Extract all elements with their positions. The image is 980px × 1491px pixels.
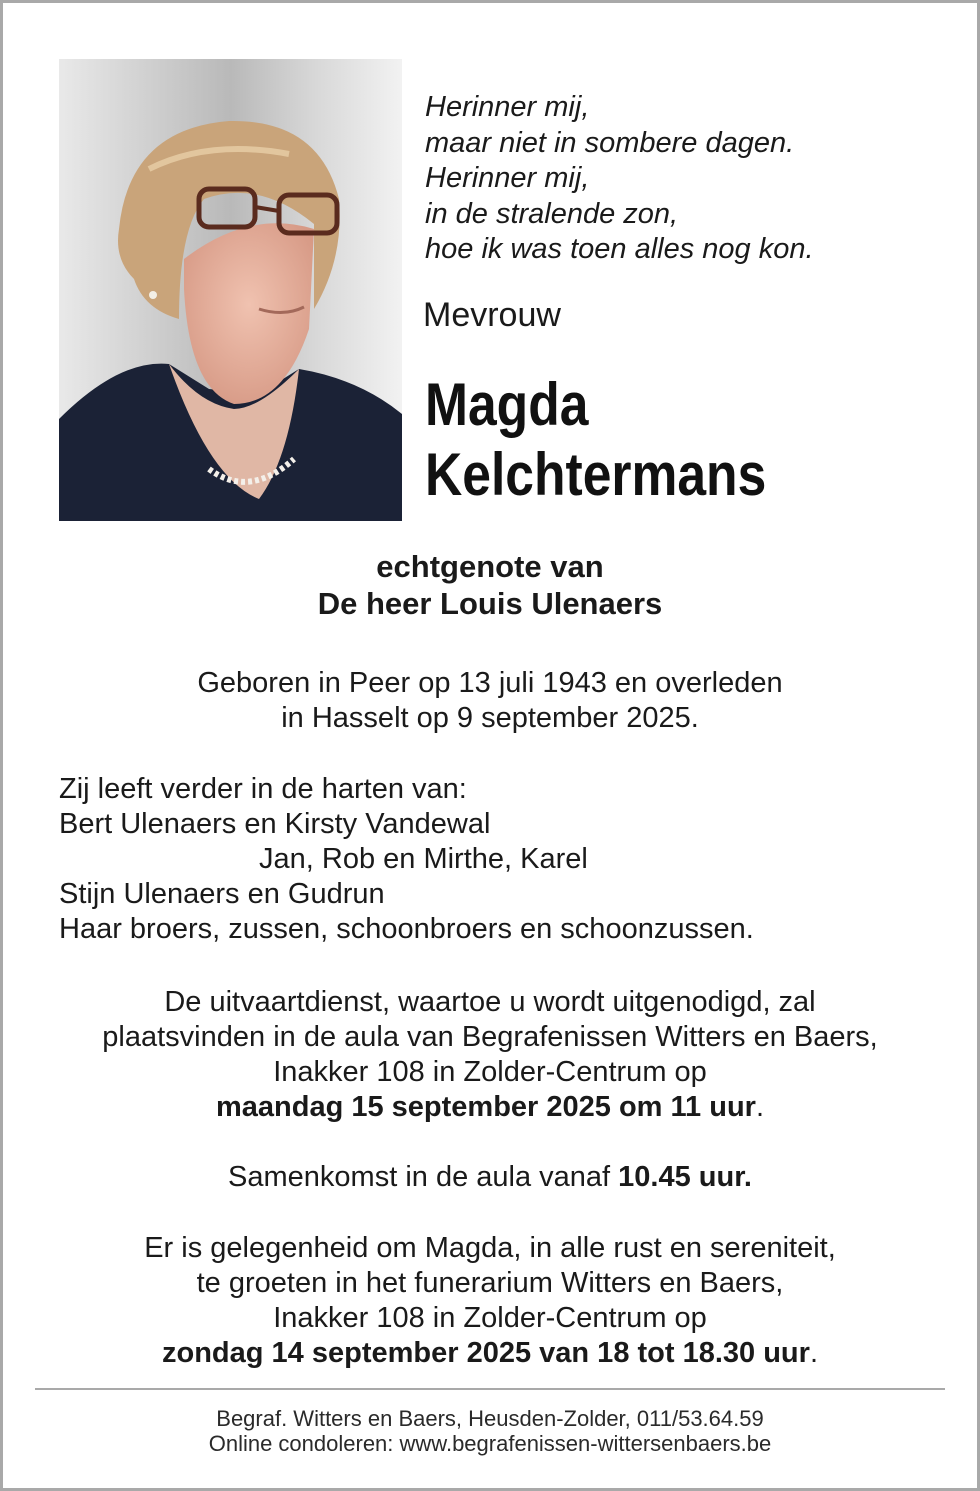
funeral-line: Inakker 108 in Zolder-Centrum op	[273, 1056, 707, 1088]
funeral-date: maandag 15 september 2025 om 11 uur	[215, 1091, 756, 1123]
birth-death-info	[0, 666, 980, 736]
visit-date-line	[0, 1336, 980, 1371]
visitation-info	[0, 1231, 980, 1371]
survivors-intro: Zij leeft verder in de harten van:	[59, 773, 467, 805]
funeral-service-info	[0, 985, 980, 1125]
memorial-poem	[425, 90, 945, 268]
gathering-info	[0, 1160, 980, 1195]
gathering-text: Samenkomst in de aula vanaf	[228, 1161, 619, 1193]
funeral-home-contact: Begraf. Witters en Baers, Heusden-Zolder, 011/53.64.59	[216, 1406, 764, 1431]
punctuation: .	[809, 1337, 818, 1369]
gathering-time: 10.45 uur.	[618, 1161, 752, 1193]
portrait-photo	[59, 59, 402, 521]
funeral-line: De uitvaartdienst, waartoe u wordt uitgenodigd, zal	[164, 986, 816, 1018]
funeral-line: plaatsvinden in de aula van Begrafenissen Witters en Baers,	[102, 1021, 878, 1053]
visit-line: Er is gelegenheid om Magda, in alle rust en sereniteit,	[144, 1232, 836, 1264]
poem-line: Herinner mij,	[425, 162, 590, 194]
death-line: in Hasselt op 9 september 2025.	[281, 702, 699, 734]
poem-line: maar niet in sombere dagen.	[425, 126, 795, 159]
birth-line: Geboren in Peer op 13 juli 1943 en overleden	[197, 667, 783, 699]
poem-line: in de stralende zon,	[425, 197, 679, 230]
first-name: Magda	[425, 371, 589, 438]
visit-line: te groeten in het funerarium Witters en Baers,	[196, 1267, 784, 1299]
spouse-block	[0, 548, 980, 622]
spouse-relation: echtgenote van	[376, 549, 604, 584]
footer	[0, 1406, 980, 1456]
visit-date: zondag 14 september 2025 van 18 tot 18.30 uur	[162, 1337, 810, 1369]
punctuation: .	[755, 1091, 765, 1123]
survivor-line: Stijn Ulenaers en Gudrun	[59, 878, 385, 910]
poem-line: hoe ik was toen alles nog kon.	[425, 233, 814, 265]
survivor-line: Bert Ulenaers en Kirsty Vandewal	[59, 808, 491, 840]
online-condolence-link[interactable]: Online condoleren: www.begrafenissen-wittersenbaers.be	[208, 1431, 772, 1456]
last-name: Kelchtermans	[425, 441, 767, 508]
survivors-list	[59, 772, 754, 947]
funeral-date-line	[0, 1090, 980, 1125]
poem-line: Herinner mij,	[425, 91, 590, 123]
salutation: Mevrouw	[423, 296, 561, 334]
divider	[35, 1388, 945, 1390]
visit-line: Inakker 108 in Zolder-Centrum op	[273, 1302, 707, 1334]
survivor-line: Jan, Rob en Mirthe, Karel	[259, 843, 588, 875]
survivor-line: Haar broers, zussen, schoonbroers en schoonzussen.	[59, 913, 754, 945]
deceased-name	[425, 370, 766, 510]
spouse-name: De heer Louis Ulenaers	[317, 586, 663, 621]
